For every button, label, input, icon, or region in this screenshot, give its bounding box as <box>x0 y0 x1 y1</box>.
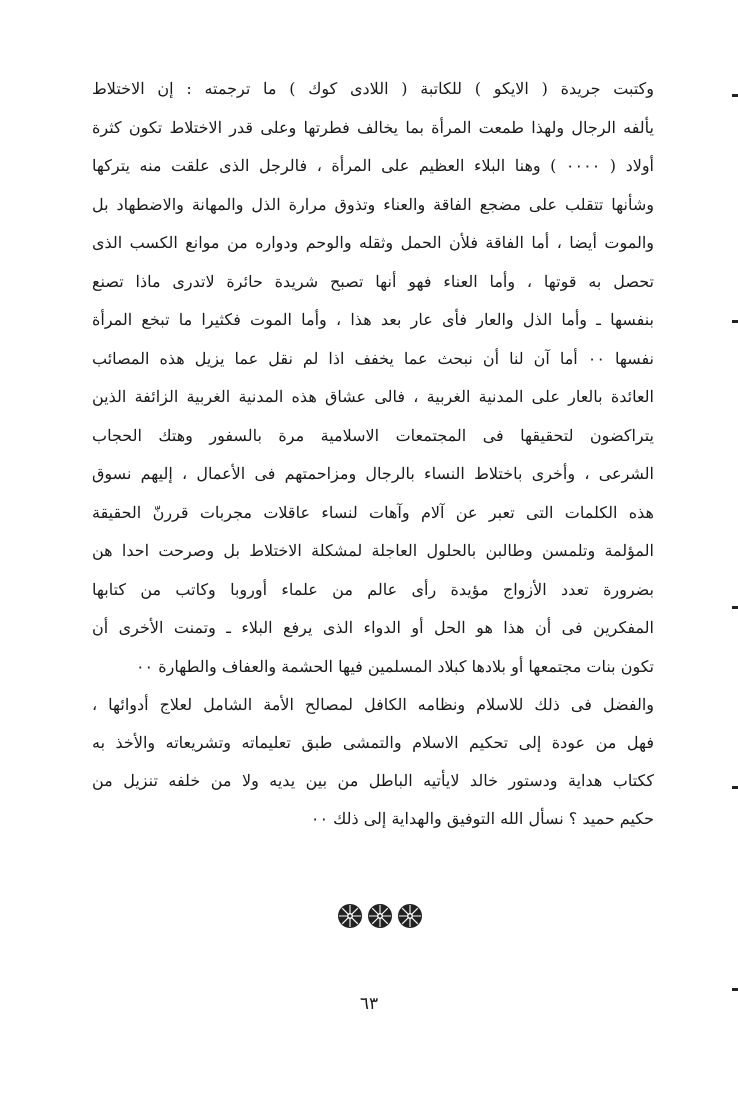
margin-mark <box>732 606 738 609</box>
margin-mark <box>732 786 738 789</box>
rosette-icon <box>367 903 393 929</box>
paragraph-1 <box>92 70 654 686</box>
paragraph-2 <box>92 686 654 838</box>
text-line: المؤلمة وتلمسن وطالبن بالحلول العاجلة لمشكلة الاختلاط بل وصرحت احدا هن <box>92 541 654 560</box>
text-line: يتراكضون لتحقيقها فى المجتمعات الاسلامية مرة بالسفور وهتك الحجاب <box>92 425 654 445</box>
page-number: ٦٣ <box>359 994 379 1014</box>
text-line: نفسها ٠٠ أما آن لنا أن نبحث عما يخفف اذا لم نقل عما يزيل هذه المصائب <box>92 348 654 368</box>
margin-mark <box>732 94 738 97</box>
text-line: المفكرين فى أن هذا هو الحل أو الدواء الذى يرفع البلاء ـ وتمنت الأخرى أن <box>92 618 654 637</box>
rosette-icon <box>337 903 363 929</box>
text-line: تكون بنات مجتمعها أو بلادها كبلاد المسلمين فيها الحشمة والعفاف والطهارة ٠٠ <box>135 656 654 676</box>
text-line: والفضل فى ذلك للاسلام ونظامه الكافل لمصالح الأمة الشامل لعلاج أدوائها ، <box>92 695 654 714</box>
text-line: وكتبت جريدة ( الايكو ) للكاتبة ( اللادى كوك ) ما ترجمته : إن الاختلاط <box>92 79 654 98</box>
margin-mark <box>732 988 738 991</box>
text-line: بضرورة تعدد الأزواج مؤيدة رأى عالم من علماء أوروبا وكاتب من كتابها <box>92 579 654 599</box>
text-line: العائدة بالعار على المدنية الغربية ، فالى عشاق هذه المدنية الغربية الزائفة الذين <box>92 387 654 406</box>
text-line: الشرعى ، وأخرى باختلاط النساء بالرجال ومزاحمتهم فى الأعمال ، إليهم نسوق <box>92 464 654 483</box>
triple-rosette-ornament-icon <box>337 902 423 930</box>
text-line: حكيم حميد ؟ نسأل الله التوفيق والهداية إلى ذلك ٠٠ <box>310 809 654 828</box>
margin-mark <box>732 320 738 323</box>
text-line: بنفسها ـ وأما الذل والعار فأى عار بعد هذا ، وأما الموت فكثيرا ما تبخع المرأة <box>92 310 654 329</box>
rosette-icon <box>397 903 423 929</box>
text-line: وشأنها تتقلب على مضجع الفاقة والعناء وتذوق مرارة الذل والمهانة والاضطهاد بل <box>92 194 654 214</box>
text-line: يألفه الرجال ولهذا طمعت المرأة بما يخالف فطرتها وعلى قدر الاختلاط تكون كثرة <box>92 117 654 137</box>
text-line: هذه الكلمات التى تعبر عن آلام وآهات لنساء عاقلات مجربات قررنّ الحقيقة <box>92 502 654 522</box>
text-line: فهل من عودة إلى تحكيم الاسلام والتمشى طبق تعليماته وتشريعاته والأخذ به <box>92 733 654 752</box>
text-line: تحصل به قوتها ، وأما العناء فهو أنها تصبح شريدة حائرة لاتدرى ماذا تصنع <box>92 271 654 291</box>
text-line: ككتاب هداية ودستور خالد لايأتيه الباطل من بين يديه ولا من خلفه تنزيل من <box>92 771 654 790</box>
text-line: أولاد ( ٠٠٠٠ ) وهنا البلاء العظيم على المرأة ، فالرجل الذى علقت منه يتركها <box>92 156 654 175</box>
text-line: والموت أيضا ، أما الفاقة فلأن الحمل وثقله والوحم ودواره من موانع الكسب الذى <box>92 233 654 252</box>
